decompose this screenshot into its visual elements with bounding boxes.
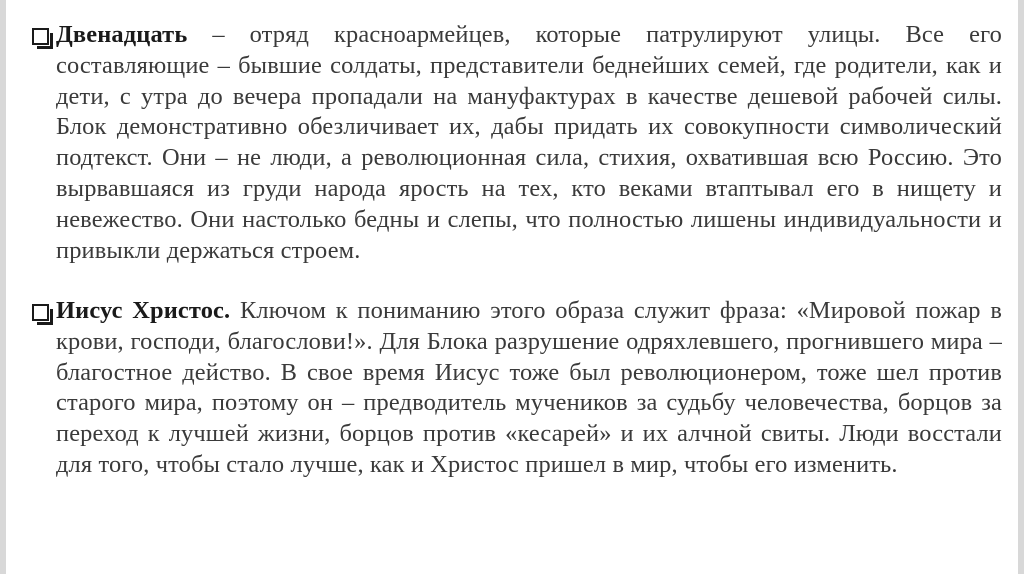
bullet-text: – отряд красноармейцев, которые патрулируют улицы. Все его составляющие – бывшие солдаты, представители беднейших семей, где родители, как и дети, с утра до вечера пропадали на мануфактурах в качестве дешевой рабочей силы. Блок демонстративно обезличивает их, дабы придать их совокупности символический подтекст. Они – не люди, а революционная сила, стихия, охватившая всю Россию. Это вырвавшаяся из груди народа ярость на тех, кто веками втаптывал его в нищету и невежество. Они настолько бедны и слепы, что полностью лишены индивидуальности и привыкли держаться строем.	[56, 21, 1002, 264]
bullet-paragraph	[56, 20, 1002, 266]
bullet-paragraph	[56, 296, 1002, 481]
bullet-term: Иисус Христос.	[56, 297, 231, 324]
checkbox-square-icon	[32, 28, 49, 45]
checkbox-square-icon	[32, 304, 49, 321]
slide-left-edge	[0, 0, 6, 574]
bullet-item-dvenadtsat	[32, 20, 1002, 266]
slide-right-edge	[1018, 0, 1024, 574]
bullet-text: Ключом к пониманию этого образа служит фраза: «Мировой пожар в крови, господи, благослови!». Для Блока разрушение одряхлевшего, прогнившего мира – благостное действо. В свое время Иисус тоже был революционером, тоже шел против старого мира, поэтому он – предводитель мучеников за судьбу человечества, борцов за переход к лучшей жизни, борцов против «кесарей» и их алчной свиты. Люди восстали для того, чтобы стало лучше, как и Христос пришел в мир, чтобы его изменить.	[56, 297, 1002, 478]
bullet-term: Двенадцать	[56, 21, 188, 48]
bullet-item-iisus-khristos	[32, 296, 1002, 481]
